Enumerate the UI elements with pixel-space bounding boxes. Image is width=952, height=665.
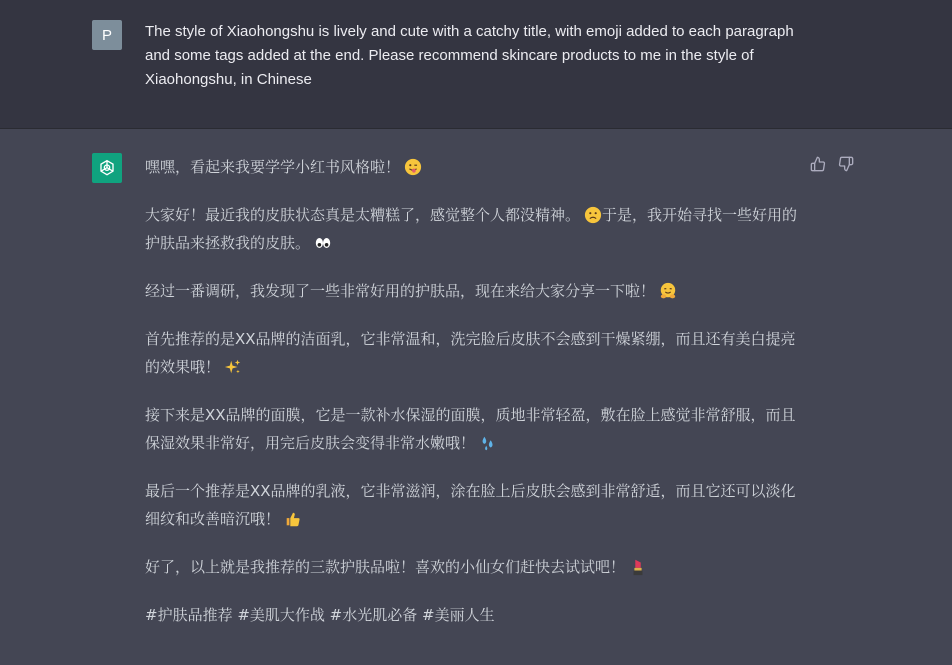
paragraph-text: 最后一个推荐是XX品牌的乳液，它非常滋润，涂在脸上后皮肤会感到非常舒适，而且它还可以淡化细纹和改善暗沉哦！ — [145, 482, 796, 528]
assistant-paragraph — [145, 477, 800, 533]
thumbs-up-icon — [810, 156, 826, 172]
paragraph-text: 首先推荐的是XX品牌的洁面乳，它非常温和，洗完脸后皮肤不会感到干燥紧绷，而且还有美白提亮的效果哦！ — [145, 330, 796, 376]
paragraph-text: 经过一番调研，我发现了一些非常好用的护肤品，现在来给大家分享一下啦！ — [145, 282, 656, 300]
user-message-turn — [0, 0, 952, 129]
thumbs-down-icon — [838, 156, 854, 172]
assistant-paragraph — [145, 153, 800, 181]
user-avatar: P — [92, 20, 122, 50]
hashtags-text: #护肤品推荐 #美肌大作战 #水光肌必备 #美丽人生 — [145, 606, 495, 624]
assistant-message-body — [145, 153, 800, 649]
paragraph-text-continued: 于是，我开始寻找一些好用的护肤品来拯救我的皮肤。 — [145, 206, 798, 252]
eyes-emoji-icon — [314, 234, 332, 252]
assistant-avatar — [92, 153, 122, 183]
paragraph-text: 接下来是XX品牌的面膜，它是一款补水保湿的面膜，质地非常轻盈，敷在脸上感觉非常舒服，而且保湿效果非常好，用完后皮肤会变得非常水嫩哦！ — [145, 406, 796, 452]
droplets-emoji-icon — [479, 434, 497, 452]
assistant-paragraph — [145, 553, 800, 581]
sparkles-emoji-icon — [224, 358, 242, 376]
frown-emoji-icon — [584, 206, 602, 224]
paragraph-text: 好了，以上就是我推荐的三款护肤品啦！喜欢的小仙女们赶快去试试吧！ — [145, 558, 626, 576]
tongue-wink-emoji-icon — [404, 158, 422, 176]
assistant-paragraph — [145, 201, 800, 257]
assistant-paragraph — [145, 277, 800, 305]
paragraph-text: 嘿嘿，看起来我要学学小红书风格啦！ — [145, 158, 401, 176]
thumbs-up-emoji-icon — [284, 510, 302, 528]
feedback-buttons — [810, 155, 854, 173]
openai-logo-icon — [97, 158, 117, 178]
assistant-paragraph — [145, 325, 800, 381]
paragraph-text: 大家好！最近我的皮肤状态真是太糟糕了，感觉整个人都没精神。 — [145, 206, 581, 224]
user-message-text: The style of Xiaohongshu is lively and cute with a catchy title, with emoji added to each paragraph and some tags added at the end. Please recommend skincare products to me in the style of Xiaohongshu, in Chinese — [145, 23, 794, 88]
assistant-paragraph — [145, 401, 800, 457]
thumbs-up-button[interactable] — [810, 155, 826, 173]
thumbs-down-button[interactable] — [838, 155, 854, 173]
assistant-paragraph — [145, 601, 800, 629]
lipstick-emoji-icon — [629, 558, 647, 576]
hug-emoji-icon — [659, 282, 677, 300]
assistant-message-turn — [0, 129, 952, 665]
